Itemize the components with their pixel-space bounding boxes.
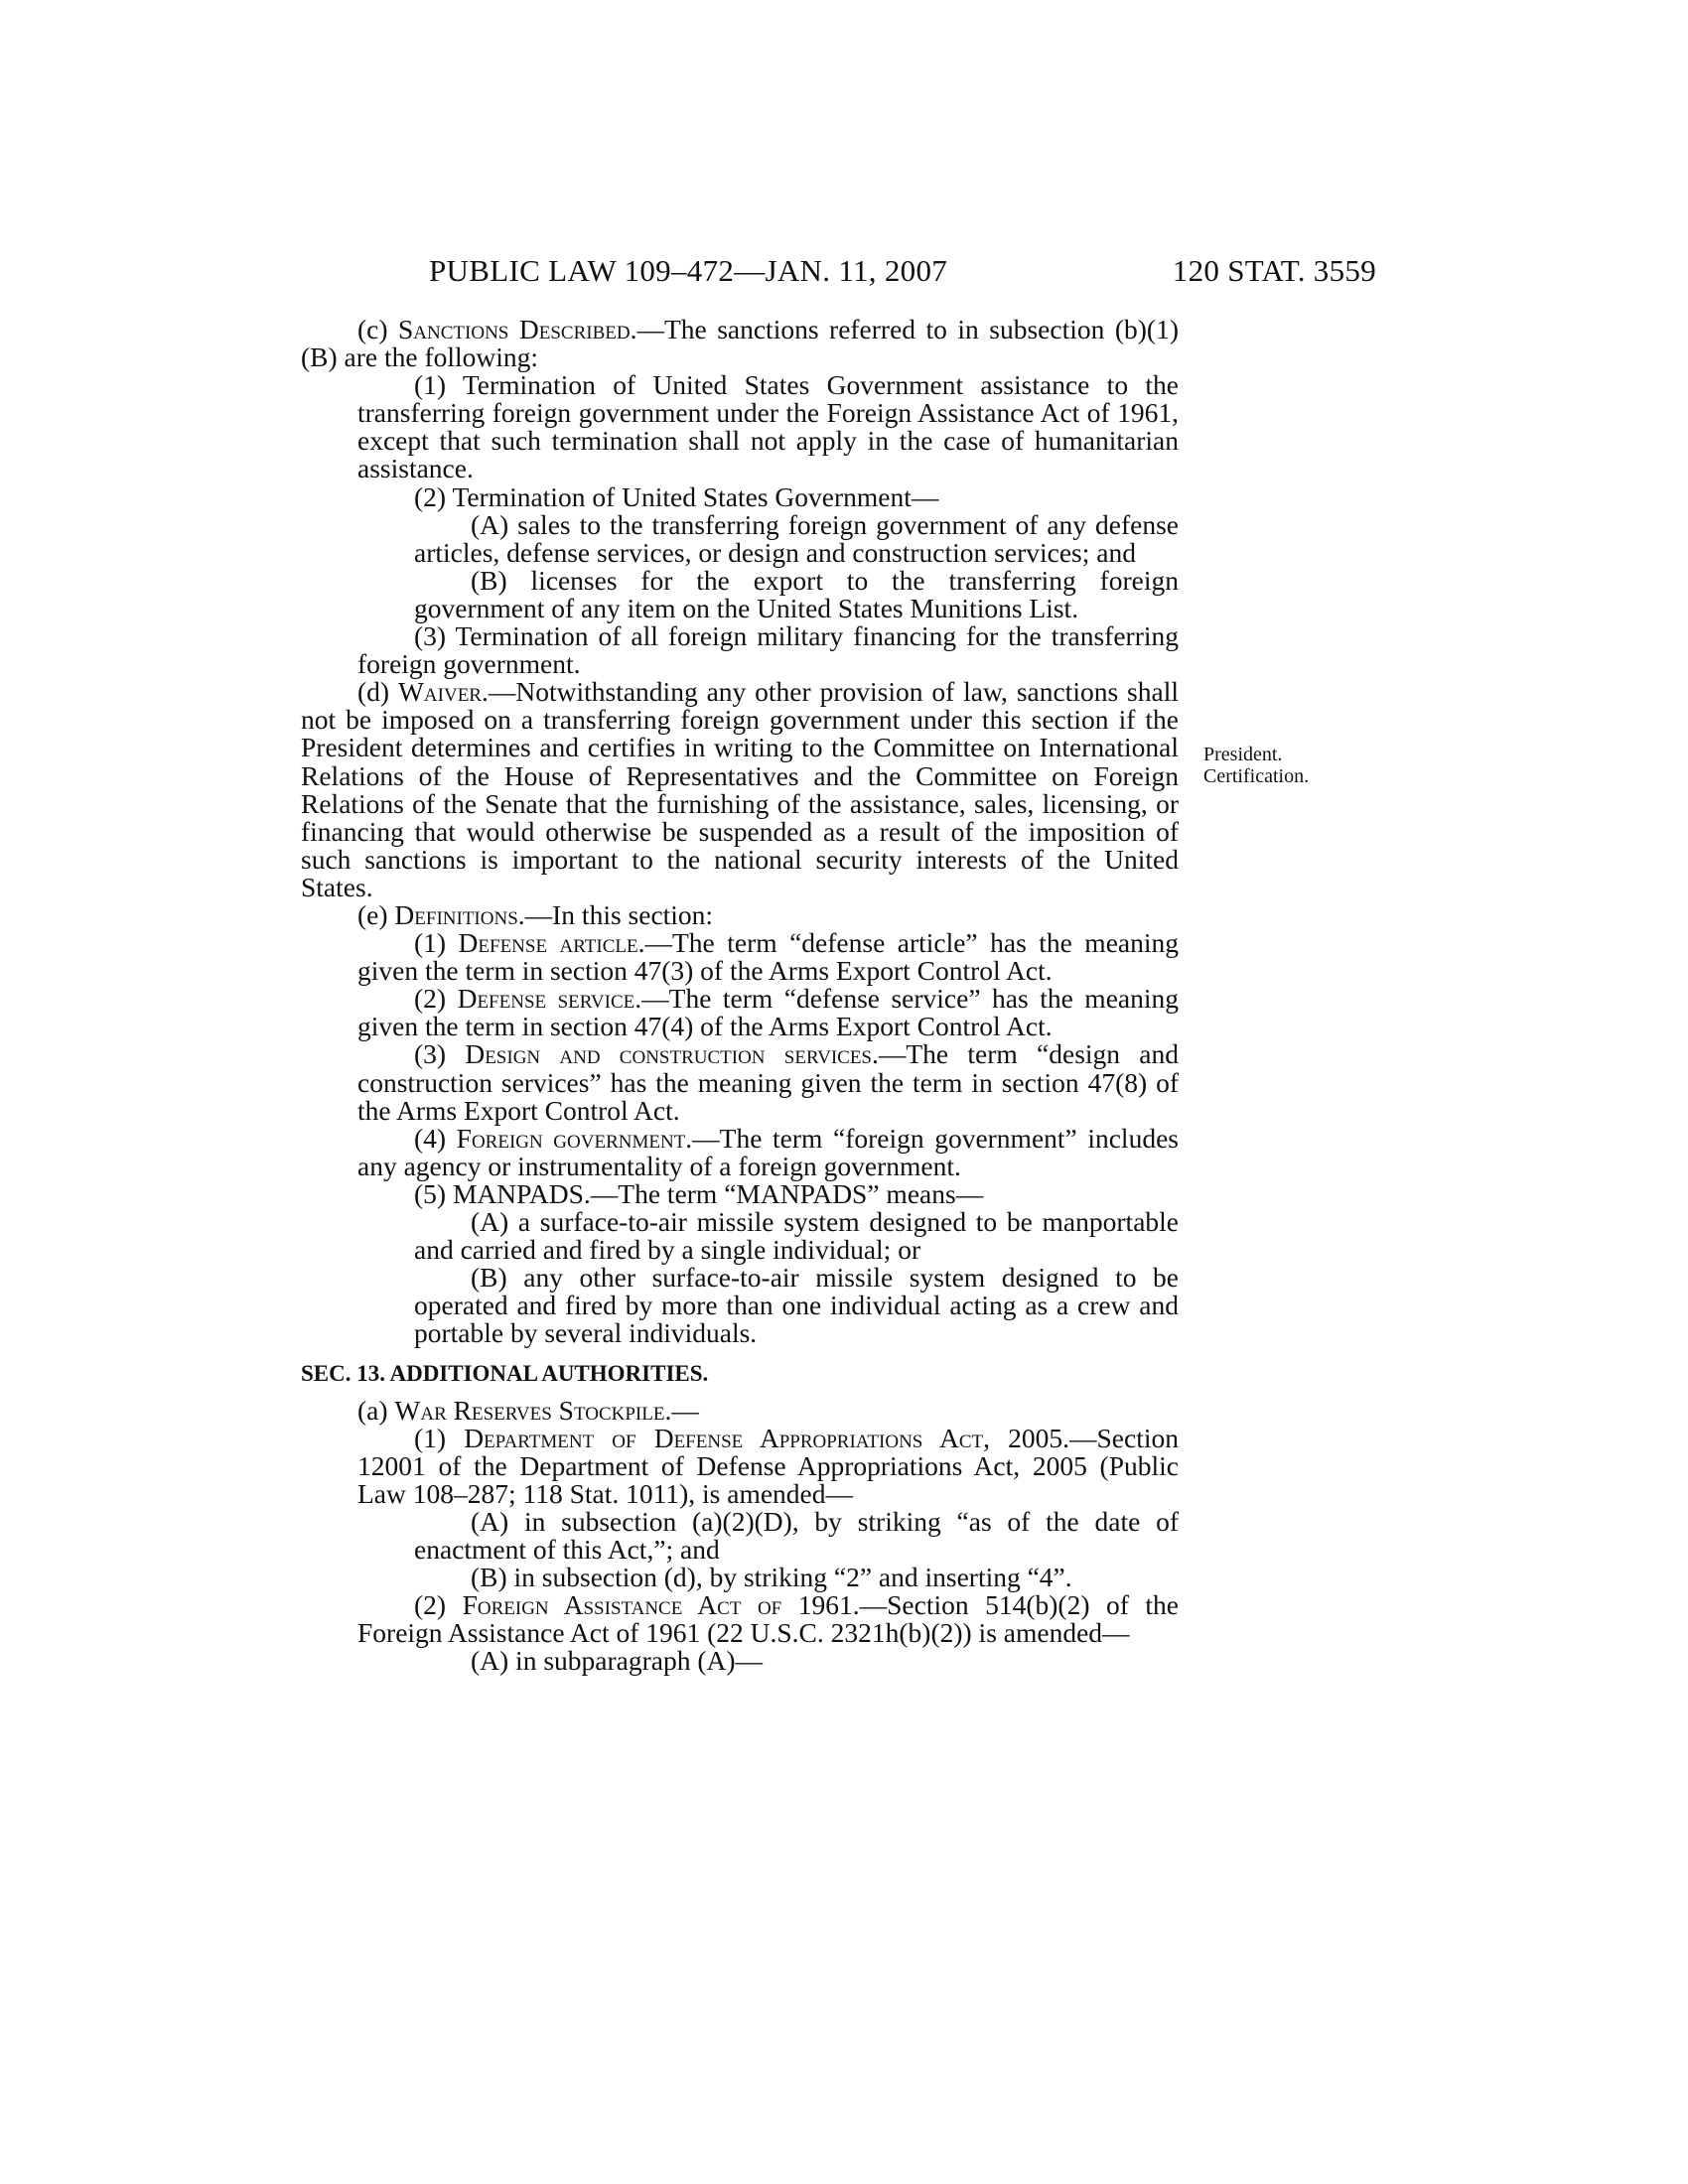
paragraph-c-2-a: (A) sales to the transferring foreign government of any defense articles, defense services, or design and construction services; and <box>414 508 1179 568</box>
paragraph-e-definitions: (e) Definitions.—In this section: <box>357 898 714 930</box>
paragraph-c-3: (3) Termination of all foreign military financing for the transferring foreign government. <box>357 620 1179 680</box>
paragraph-e-5-a: (A) a surface-to-air missile system designed to be manportable and carried and fired by a single individual; or <box>414 1206 1179 1266</box>
paragraph-a-2: (2) Foreign Assistance Act of 1961.—Section 514(b)(2) of the Foreign Assistance Act of 1961 (22 U.S.C. 2321h(b)(2)) is amended— <box>357 1589 1180 1649</box>
paragraph-a-2-a: (A) in subparagraph (A)— <box>471 1645 764 1677</box>
paragraph-e-2: (2) Defense service.—The term “defense service” has the meaning given the term in section 47(4) of the Arms Export Control Act. <box>357 983 1179 1042</box>
paragraph-a-1-b: (B) in subsection (d), by striking “2” and inserting “4”. <box>471 1562 1072 1593</box>
paragraph-e-3: (3) Design and construction services.—The term “design and construction services” has the meaning given the term in section 47(8) of the Arms Export Control Act. <box>357 1038 1179 1126</box>
margin-note-president: President. <box>1203 744 1283 765</box>
paragraph-c-2: (2) Termination of United States Government— <box>414 480 939 512</box>
paragraph-d-waiver: (d) Waiver.—Notwithstanding any other provision of law, sanctions shall not be imposed on a transferring foreign government under this section if the President determines and certifies in writing to the Committee on International Relations of the House of Representatives and the Committee on Foreign Relations of the Senate that the furnishing of the assistance, sales, licensing, or financing that would otherwise be suspended as a result of the imposition of such sanctions is important to the national security interests of the United States. <box>301 676 1179 902</box>
paragraph-e-1: (1) Defense article.—The term “defense article” has the meaning given the term in section 47(3) of the Arms Export Control Act. <box>357 927 1179 987</box>
paragraph-e-4: (4) Foreign government.—The term “foreign government” includes any agency or instrumentality of a foreign government. <box>357 1122 1179 1181</box>
margin-notes <box>1203 744 1309 787</box>
paragraph-c-2-b: (B) licenses for the export to the transferring foreign government of any item on the United States Munitions List. <box>414 564 1179 623</box>
paragraph-a-war-reserves: (a) War Reserves Stockpile.— <box>357 1394 699 1426</box>
running-head-title: PUBLIC LAW 109–472—JAN. 11, 2007 <box>429 253 948 288</box>
paragraph-a-1: (1) Department of Defense Appropriations Act, 2005.—Section 12001 of the Department of Defense Appropriations Act, 2005 (Public Law 108–287; 118 Stat. 1011), is amended— <box>357 1422 1179 1509</box>
paragraph-e-5: (5) MANPADS.—The term “MANPADS” means— <box>414 1177 984 1209</box>
margin-note-certification: Certification. <box>1203 765 1310 787</box>
page-stat-number: 120 STAT. 3559 <box>1172 253 1376 288</box>
paragraph-c-1: (1) Termination of United States Government assistance to the transferring foreign government under the Foreign Assistance Act of 1961, except that such termination shall not apply in the case of humanitarian assistance. <box>357 369 1179 484</box>
paragraph-c-sanctions-described: (c) Sanctions Described.—The sanctions referred to in subsection (b)(1)(B) are the following: <box>301 314 1180 373</box>
section-13-heading: SEC. 13. ADDITIONAL AUTHORITIES. <box>301 1361 709 1387</box>
paragraph-a-1-a: (A) in subsection (a)(2)(D), by striking “as of the date of enactment of this Act,”; and <box>414 1505 1179 1566</box>
document-body <box>301 316 1179 1676</box>
paragraph-e-5-b: (B) any other surface-to-air missile system designed to be operated and fired by more than one individual acting as a crew and portable by several individuals. <box>414 1262 1179 1349</box>
